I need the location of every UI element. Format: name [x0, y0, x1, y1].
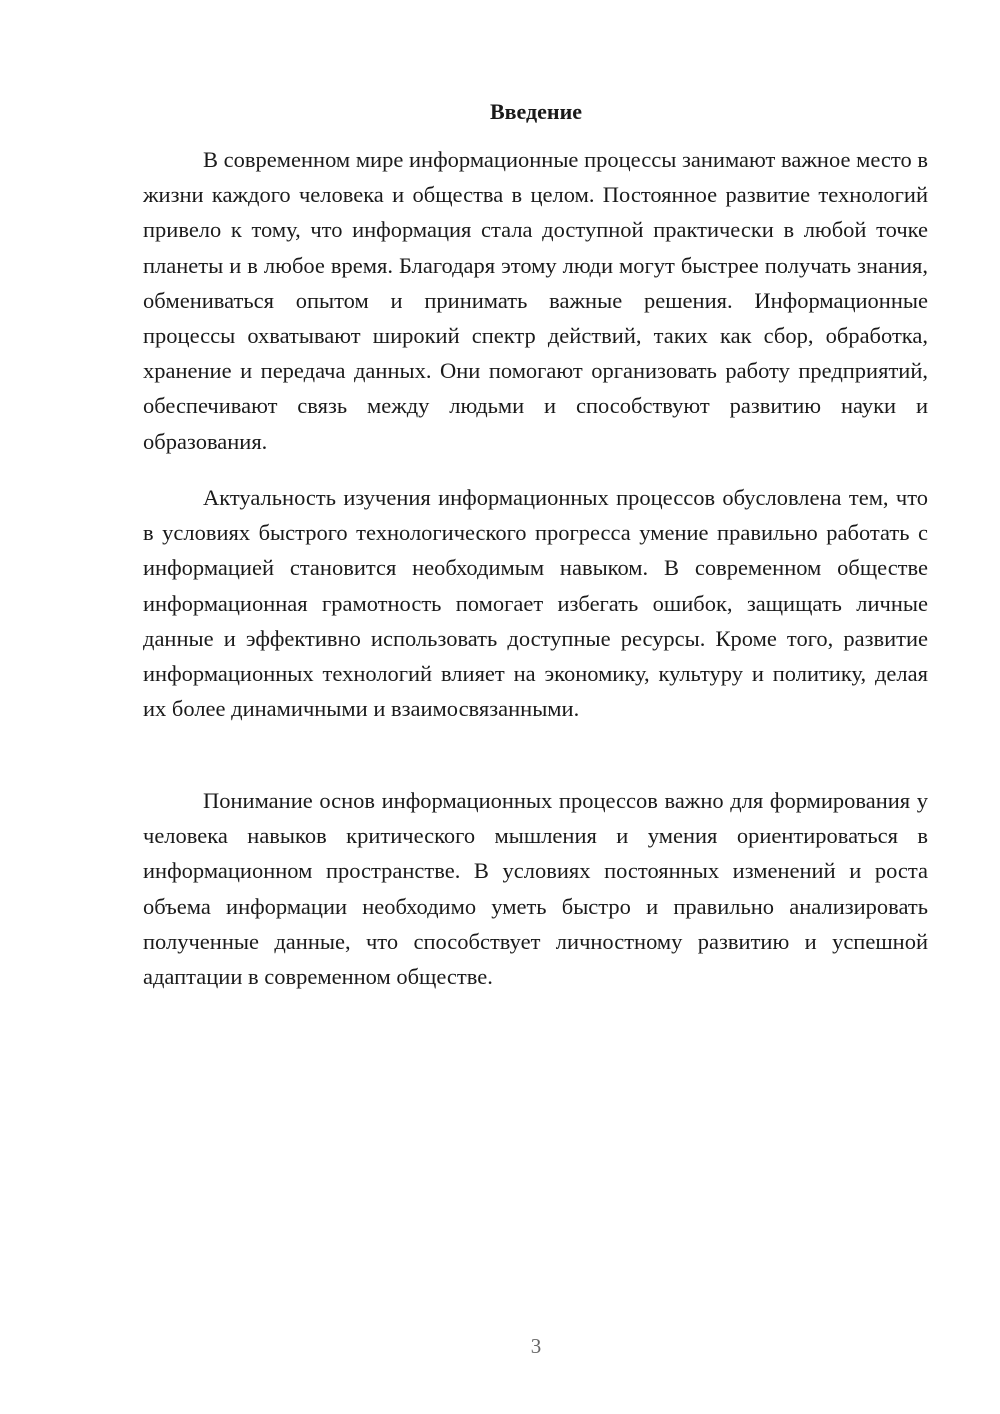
- paragraph-2: Актуальность изучения информационных процессов обусловлена тем, что в условиях быстрого технологического прогресса умение правильно работать с информацией становится необходимым навыком. В современном обществе информационная грамотность помогает избегать ошибок, защищать личные данные и эффективно использовать доступные ресурсы. Кроме того, развитие информационных технологий влияет на экономику, культуру и политику, делая их более динамичными и взаимосвязанными.: [143, 485, 928, 722]
- paragraph-1: В современном мире информационные процессы занимают важное место в жизни каждого человека и общества в целом. Постоянное развитие технологий привело к тому, что информация стала доступной практически в любой точке планеты и в любое время. Благодаря этому люди могут быстрее получать знания, обмениваться опытом и принимать важные решения. Информационные процессы охватывают широкий спектр действий, таких как сбор, обработка, хранение и передача данных. Они помогают организовать работу предприятий, обеспечивают связь между людьми и способствуют развитию науки и образования.: [143, 147, 928, 454]
- paragraph-3: Понимание основ информационных процессов важно для формирования у человека навыков критического мышления и умения ориентироваться в информационном пространстве. В условиях постоянных изменений и роста объема информации необходимо уметь быстро и правильно анализировать полученные данные, что способствует личностному развитию и успешной адаптации в современном обществе.: [143, 788, 928, 990]
- page-number: 3: [530, 1334, 542, 1358]
- section-title: Введение: [489, 99, 583, 124]
